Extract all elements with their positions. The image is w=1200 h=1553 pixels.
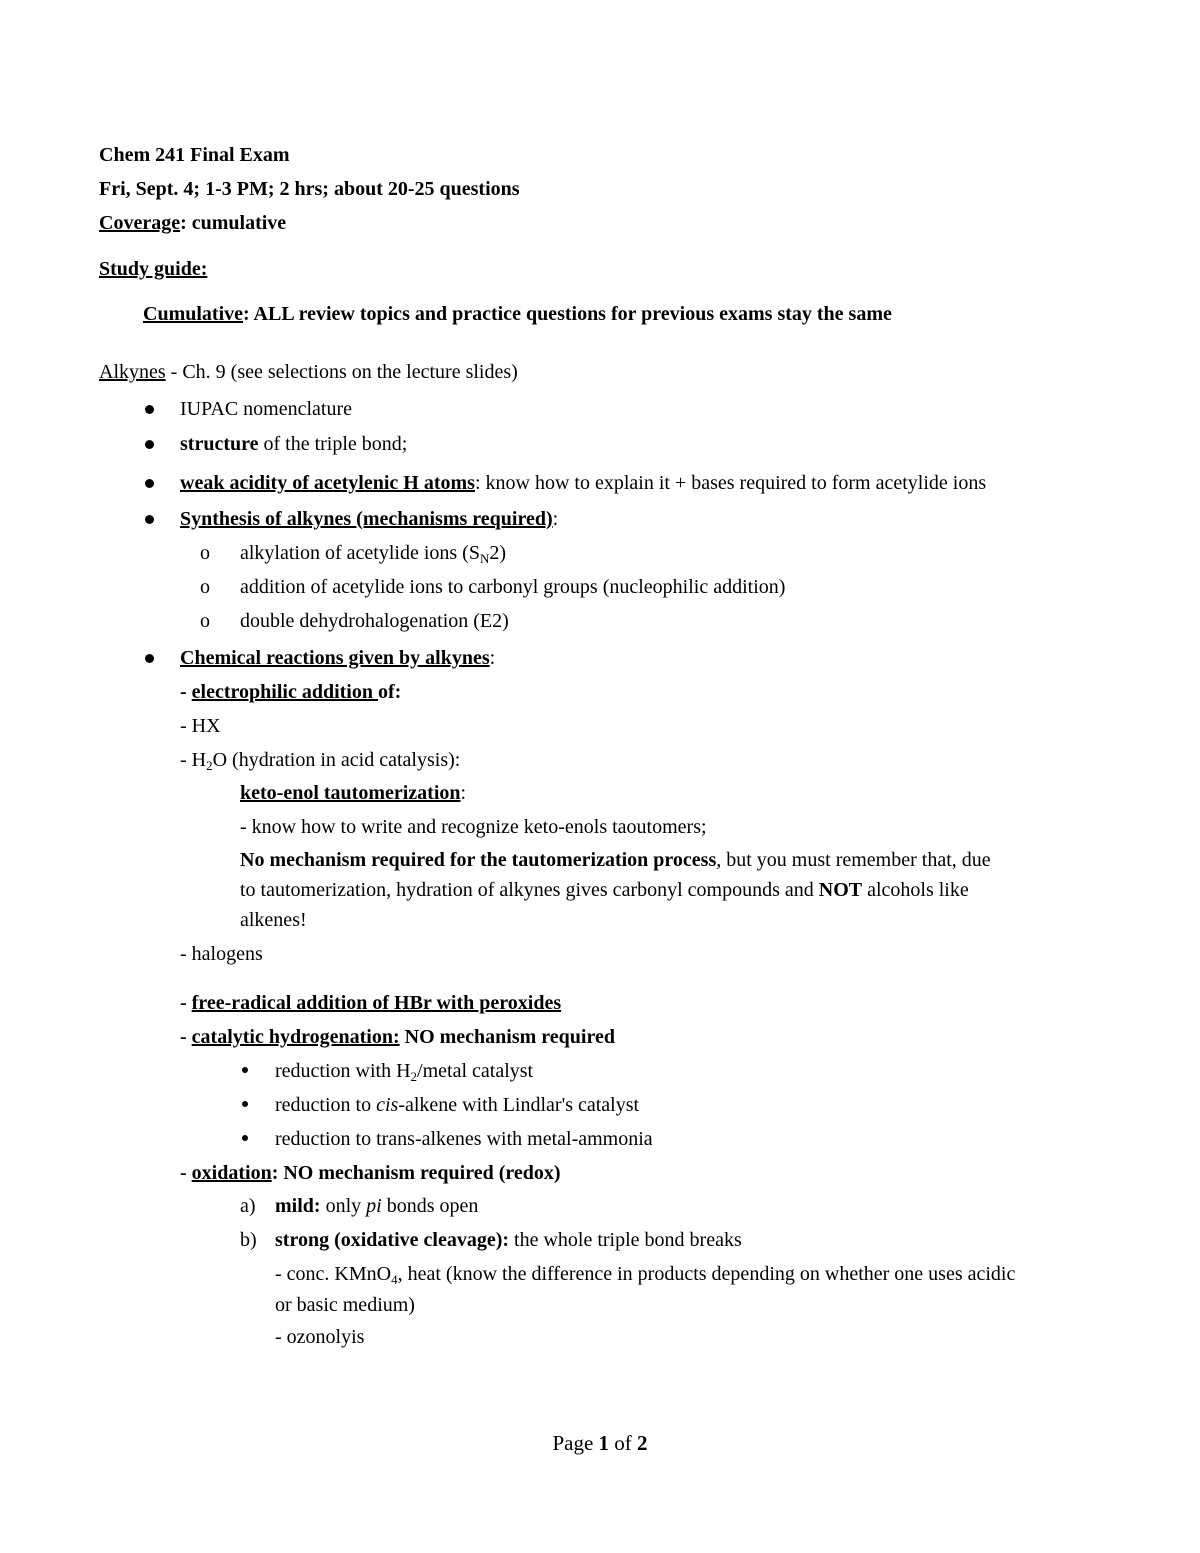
catalytic-item-2-text: reduction to [275,1094,377,1116]
no-mechanism-rest: , but you must remember that, due [716,849,991,871]
synthesis-item [180,507,558,531]
structure-bold: structure [180,433,259,455]
catalytic-item-2 [275,1093,639,1117]
electrophilic-dash: - [180,681,192,703]
no-mechanism-bold: No mechanism required for the tautomerization process [240,849,717,871]
catalytic-item-3: reduction to trans-alkenes with metal-ammonia [275,1128,653,1150]
acidity-bold: weak acidity of acetylenic H atoms [180,472,475,494]
oxidation-a-bold: mild: [275,1195,321,1217]
keto-enol-know-line: - know how to write and recognize keto-enols taoutomers; [240,816,707,838]
alkylation-subscript: N [479,551,490,566]
oxidation-a-italic: pi [366,1195,382,1217]
bullet-icon [145,515,154,524]
structure-rest: of the triple bond; [258,433,408,455]
oxidation-label: oxidation [191,1162,272,1184]
oxidation-b-bold: strong (oxidative cleavage): [275,1229,510,1251]
not-bold: NOT [818,879,863,901]
page-number-current: 1 [598,1431,610,1455]
oxidation-b-text: the whole triple bond breaks [509,1229,742,1251]
circle-bullet-icon: o [200,610,210,632]
kmno4-text-end: , heat (know the difference in products depending on whether one uses acidic [397,1263,1016,1285]
kmno4-line [275,1262,1015,1286]
free-radical-label: free-radical addition of HBr with peroxides [191,992,562,1014]
catalytic-label: catalytic hydrogenation: [191,1026,400,1048]
iupac-item: IUPAC nomenclature [180,398,353,420]
keto-enol-label: keto-enol tautomerization [240,782,461,804]
oxidation-a-text-end: bonds open [381,1195,479,1217]
page-number-total: 2 [637,1431,648,1455]
kmno4-text: - conc. KMnO [275,1263,392,1285]
page-number-prefix: Page [552,1431,599,1455]
reactions-item [180,646,495,670]
electrophilic-label: electrophilic addition [191,681,378,703]
circle-bullet-icon: o [200,542,210,564]
oxidation-dash: - [180,1162,192,1184]
synthesis-bold: Synthesis of alkynes (mechanisms required) [180,508,553,530]
dehydrohalogenation-item: double dehydrohalogenation (E2) [240,610,509,632]
reactions-bold: Chemical reactions given by alkynes [180,647,490,669]
study-guide-heading: Study guide: [99,258,208,280]
no-mechanism-line [240,848,991,872]
bullet-icon [145,479,154,488]
synthesis-rest: : [552,508,559,530]
oxidation-heading [180,1161,561,1185]
h2o-item [180,748,460,772]
oxidation-a-item [275,1194,478,1218]
cumulative-text: : ALL review topics and practice questions for previous exams stay the same [243,303,892,325]
alkenes-line: alkenes! [240,909,307,931]
catalytic-item-1-text: reduction with H [275,1060,411,1082]
oxidation-a-marker: a) [240,1195,256,1217]
catalytic-item-1-subscript: 2 [410,1069,418,1084]
oxidation-b-item [275,1228,742,1252]
small-bullet-icon [242,1135,248,1141]
exam-details: Fri, Sept. 4; 1-3 PM; 2 hrs; about 20-25 questions [99,178,520,200]
acidity-item [180,471,986,495]
alkynes-heading-label: Alkynes [99,361,166,383]
alkylation-text: alkylation of acetylide ions (S [240,542,480,564]
oxidation-rest: : NO mechanism required (redox) [271,1162,561,1184]
h2o-text-end: O (hydration in acid catalysis): [212,749,461,771]
bullet-icon [145,654,154,663]
catalytic-rest: NO mechanism required [399,1026,615,1048]
kmno4-line-2: or basic medium) [275,1294,415,1316]
free-radical-heading [180,991,561,1015]
circle-bullet-icon: o [200,576,210,598]
bullet-icon [145,405,154,414]
catalytic-heading [180,1025,615,1049]
alkylation-text-end: 2) [489,542,507,564]
electrophilic-of: of: [377,681,402,703]
kmno4-subscript: 4 [391,1272,398,1287]
small-bullet-icon [242,1101,248,1107]
ozonolysis-line: - ozonolyis [275,1326,365,1348]
keto-enol-heading [240,781,466,805]
catalytic-item-2-italic: cis [376,1094,399,1116]
free-radical-dash: - [180,992,192,1014]
oxidation-a-text: only [320,1195,367,1217]
exam-title: Chem 241 Final Exam [99,144,290,166]
electrophilic-heading [180,680,401,704]
catalytic-dash: - [180,1026,192,1048]
catalytic-item-1 [275,1059,533,1083]
keto-enol-colon: : [460,782,467,804]
alkynes-heading-rest: - Ch. 9 (see selections on the lecture slides) [165,361,518,383]
coverage-value: cumulative [186,212,287,234]
coverage-line [99,211,286,235]
halogens-item: - halogens [180,943,263,965]
coverage-label: Coverage [99,212,181,234]
h2o-text: - H [180,749,207,771]
tautomerization-line [240,878,969,902]
cumulative-line [143,302,892,326]
tautomerization-text: to tautomerization, hydration of alkynes gives carbonyl compounds and [240,879,819,901]
alkynes-heading [99,360,518,384]
catalytic-item-1-text-end: /metal catalyst [417,1060,534,1082]
structure-item [180,432,407,456]
reactions-rest: : [489,647,496,669]
page-number [0,1431,1200,1455]
h2o-subscript: 2 [206,758,213,773]
alkylation-item [240,541,506,565]
small-bullet-icon [242,1067,248,1073]
catalytic-item-2-text-end: -alkene with Lindlar's catalyst [398,1094,640,1116]
tautomerization-text-end: alcohols like [862,879,969,901]
page-number-of: of [609,1431,638,1455]
cumulative-label: Cumulative [143,303,243,325]
coverage-colon: : [180,212,187,234]
hx-item: - HX [180,715,221,737]
acetylide-addition-item: addition of acetylide ions to carbonyl groups (nucleophilic addition) [240,576,786,598]
acidity-rest: : know how to explain it + bases required to form acetylide ions [474,472,987,494]
oxidation-b-marker: b) [240,1229,257,1251]
bullet-icon [145,440,154,449]
